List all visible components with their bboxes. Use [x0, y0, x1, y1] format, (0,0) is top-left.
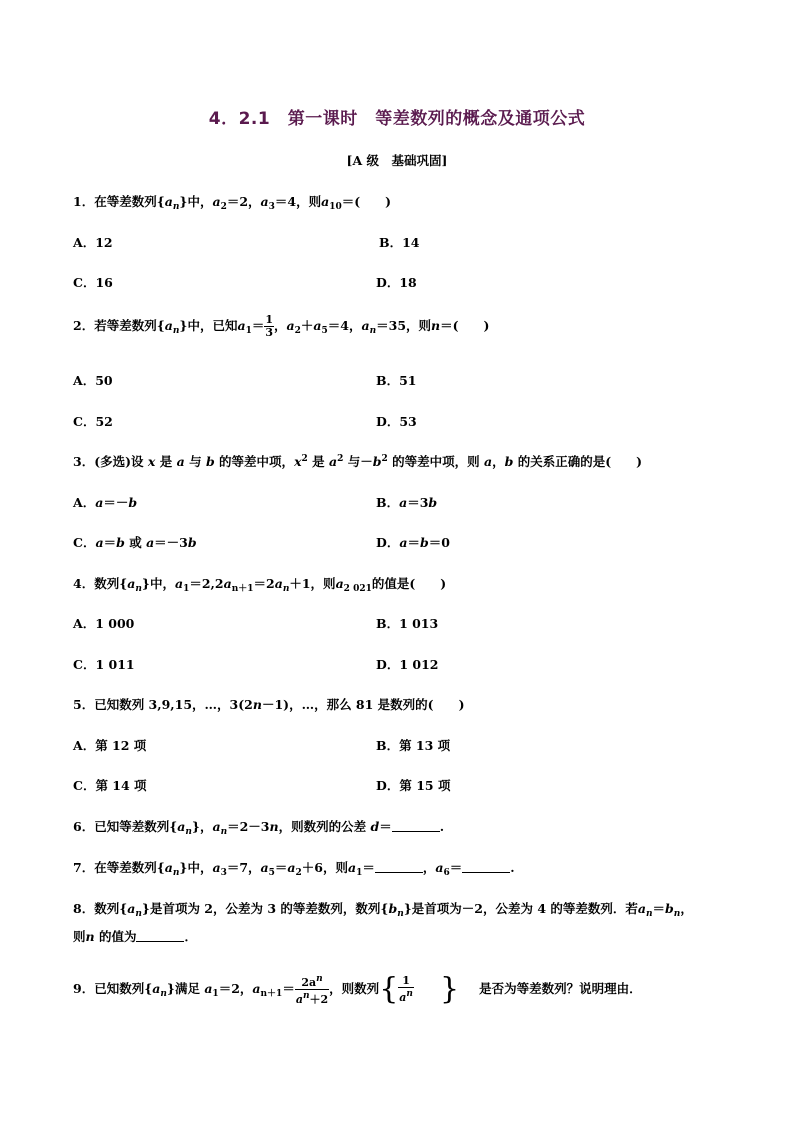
question-1-option-b: B．14: [379, 235, 420, 250]
question-5-option-a: A．第 12 项: [73, 738, 147, 753]
page-title: 4．2.1 第一课时 等差数列的概念及通项公式: [208, 109, 586, 129]
question-8-line-2: 则n 的值为 ．: [73, 929, 197, 944]
question-3-option-d: D．a＝b＝0: [376, 535, 450, 550]
question-1-option-d: D．18: [376, 275, 417, 290]
question-1-stem: 1．在等差数列$\{a_n\}$中，$a_2=2$，$a_3=4$，则$a_{10}=$( ): [73, 194, 392, 212]
question-2-option-a: A．50: [73, 373, 113, 388]
answer-blank[interactable]: [136, 930, 184, 942]
question-4-option-b: B．1 013: [376, 616, 439, 631]
question-5-option-b: B．第 13 项: [376, 738, 451, 753]
question-2-stem: 2．若等差数列$\{a_n\}$中，已知$a_1=$ $\frac{1}{3}$ ，$a_2+a_5=4$，$a_n=35$，则n＝( ): [73, 313, 490, 339]
answer-blank[interactable]: [392, 820, 440, 832]
answer-blank[interactable]: [375, 861, 423, 873]
question-1-option-c: C．16: [73, 275, 113, 290]
question-4-stem: 4．数列$\{a_n\}$中，$a_1=2,2a_{n+1}=2a_n+1$，则$a_{2 021}$的值是( ): [73, 576, 447, 594]
section-heading: [A 级 基础巩固]: [346, 153, 448, 168]
question-3-stem: 3．(多选)设 x 是 a 与 b 的等差中项，$x^2$ 是 $a^2$ 与$-b^2$ 的等差中项，则 a，b 的关系正确的是( ): [73, 454, 643, 469]
question-3-option-b: B．a＝3b: [376, 495, 438, 510]
question-5-option-c: C．第 14 项: [73, 778, 147, 793]
question-5-option-d: D．第 15 项: [376, 778, 451, 793]
question-4-option-a: A．1 000: [73, 616, 135, 631]
question-8-stem: 8．数列$\{a_n\}$是首项为 2，公差为 3 的等差数列，数列$\{b_n\}$是首项为－2，公差为 4 的等差数列．若$a_n=b_n$，: [73, 901, 693, 919]
answer-blank[interactable]: [462, 861, 510, 873]
question-6-stem: 6．已知等差数列$\{a_n\}$，$a_n=2-3n$，则数列的公差 d＝ .: [73, 819, 445, 837]
question-4-option-c: C．1 011: [73, 657, 135, 672]
question-3-option-c: C．a＝b 或 a＝－3b: [73, 535, 197, 550]
question-3-option-a: A．a＝－b: [73, 495, 138, 510]
fraction-one-third: $\frac{1}{3}$: [265, 313, 273, 339]
fraction-reciprocal: $\frac{1}{a^n}$: [399, 974, 413, 1004]
question-9-stem: 9．已知数列$\{a_n\}$满足 $a_1=2$，$a_{n+1}=$ $\frac{2a^n}{a^n+2}$ ，则数列{ $\frac{1}{a^n}$ } 是否为等差数列？说明理由．: [73, 971, 642, 1007]
question-2-option-c: C．52: [73, 414, 113, 429]
question-5-stem: 5．已知数列 3,9,15，…，3(2n－1)，…，那么 81 是数列的( ): [73, 697, 465, 712]
question-2-option-d: D．53: [376, 414, 417, 429]
question-1-option-a: A．12: [73, 235, 113, 250]
question-7-stem: 7．在等差数列$\{a_n\}$中，$a_3=7$，$a_5=a_2+6$，则$a_1=$ ，$a_6=$ .: [73, 860, 515, 878]
question-4-option-d: D．1 012: [376, 657, 439, 672]
fraction-recurrence: $\frac{2a^n}{a^n+2}$: [295, 974, 329, 1006]
question-2-option-b: B．51: [376, 373, 417, 388]
